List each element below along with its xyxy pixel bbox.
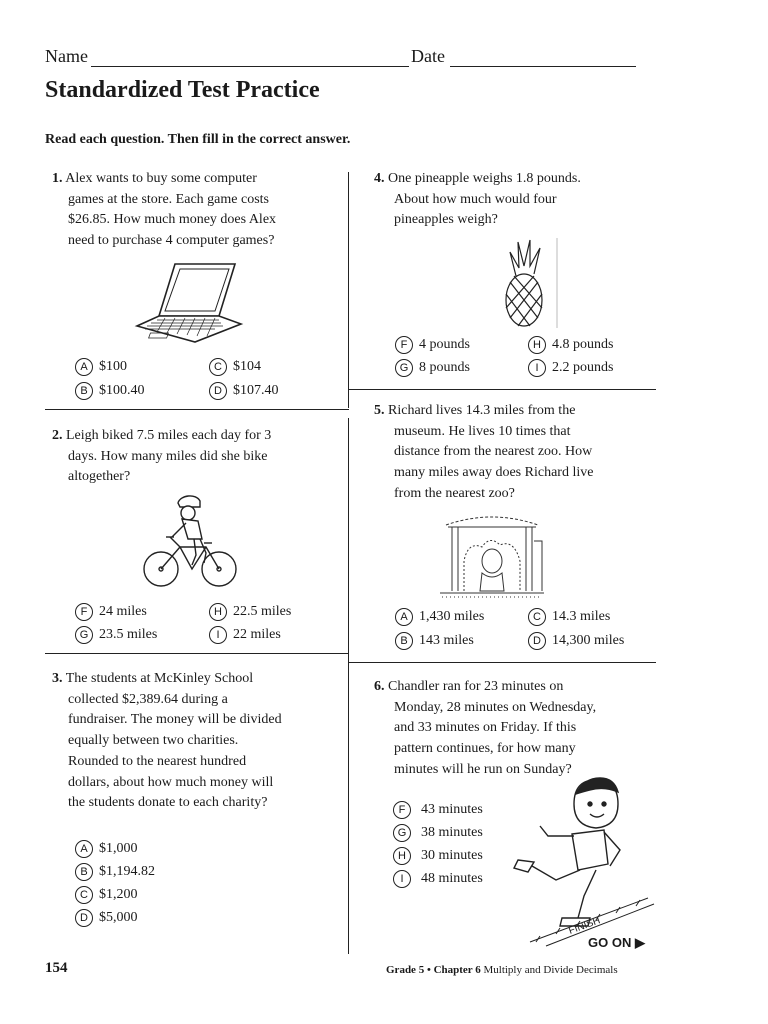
answer-option-5A[interactable]: [395, 608, 484, 626]
question-number: 4.: [374, 171, 385, 186]
question-text-line: distance from the nearest zoo. How: [394, 444, 593, 460]
page-number: 154: [45, 960, 68, 976]
answer-option-6F[interactable]: [393, 801, 483, 819]
answer-text: $1,000: [99, 841, 138, 856]
answer-option-2I[interactable]: [209, 626, 281, 644]
question-4: [374, 169, 654, 231]
question-text-line: and 33 minutes on Friday. If this: [394, 720, 577, 736]
answer-bubble[interactable]: I: [528, 359, 546, 377]
question-text-line: Richard lives 14.3 miles from the: [388, 403, 576, 418]
answer-bubble[interactable]: H: [393, 847, 411, 865]
answer-bubble[interactable]: D: [528, 632, 546, 650]
answer-option-1B[interactable]: [75, 382, 145, 400]
answer-bubble[interactable]: H: [209, 603, 227, 621]
column-divider-bottom: [348, 418, 349, 954]
question-5: [374, 401, 654, 505]
answer-text: $5,000: [99, 910, 138, 925]
answer-bubble[interactable]: A: [75, 358, 93, 376]
name-field[interactable]: [91, 66, 409, 67]
answer-text: 38 minutes: [421, 825, 483, 840]
question-text-line: from the nearest zoo?: [394, 485, 515, 501]
answer-option-3C[interactable]: [75, 886, 138, 904]
answer-option-5B[interactable]: [395, 632, 474, 650]
answer-text: 14,300 miles: [552, 633, 625, 648]
question-text-line: games at the store. Each game costs: [68, 191, 269, 207]
answer-option-4G[interactable]: [395, 359, 470, 377]
answer-text: $100.40: [99, 383, 145, 398]
answer-bubble[interactable]: D: [75, 909, 93, 927]
answer-text: $1,200: [99, 887, 138, 902]
laptop-illustration: [135, 260, 245, 344]
answer-option-4H[interactable]: [528, 336, 613, 354]
answer-option-1D[interactable]: [209, 382, 279, 400]
answer-bubble[interactable]: C: [75, 886, 93, 904]
footer-chapter-title: Multiply and Divide Decimals: [483, 964, 618, 976]
question-text-line: Alex wants to buy some computer: [65, 171, 257, 186]
question-text-line: pattern continues, for how many: [394, 741, 576, 757]
answer-text: 23.5 miles: [99, 627, 158, 642]
question-3: [52, 669, 342, 814]
answer-option-3B[interactable]: [75, 863, 155, 881]
answer-option-5D[interactable]: [528, 632, 624, 650]
answer-bubble[interactable]: C: [528, 608, 546, 626]
question-text-line: the students donate to each charity?: [68, 795, 268, 811]
answer-text: 22.5 miles: [233, 604, 292, 619]
question-text-line: fundraiser. The money will be divided: [68, 712, 282, 728]
answer-option-5C[interactable]: [528, 608, 610, 626]
question-text-line: pineapples weigh?: [394, 212, 498, 228]
question-text-line: Leigh biked 7.5 miles each day for 3: [66, 428, 272, 443]
name-label: Name: [45, 46, 88, 66]
question-text-line: minutes will he run on Sunday?: [394, 761, 572, 777]
answer-option-1A[interactable]: [75, 358, 127, 376]
answer-option-2F[interactable]: [75, 603, 147, 621]
question-text-line: The students at McKinley School: [65, 671, 254, 686]
answer-text: 4 pounds: [419, 337, 470, 352]
answer-bubble[interactable]: A: [75, 840, 93, 858]
question-text-line: equally between two charities.: [68, 733, 239, 749]
question-text-line: dollars, about how much money will: [68, 774, 274, 790]
footer-chapter: Chapter 6: [433, 964, 481, 976]
pineapple-illustration: [490, 238, 560, 330]
answer-bubble[interactable]: G: [393, 824, 411, 842]
question-number: 6.: [374, 679, 385, 694]
answer-bubble[interactable]: F: [393, 801, 411, 819]
question-text-line: days. How many miles did she bike: [68, 448, 268, 464]
answer-text: $107.40: [233, 383, 279, 398]
answer-text: 43 minutes: [421, 802, 483, 817]
zoo-entrance-illustration: [438, 511, 546, 601]
answer-bubble[interactable]: F: [75, 603, 93, 621]
row-divider-right-1: [349, 389, 656, 390]
answer-text: 143 miles: [419, 633, 474, 648]
answer-text: 22 miles: [233, 627, 281, 642]
row-divider-left-2: [45, 653, 349, 654]
answer-bubble[interactable]: I: [209, 626, 227, 644]
answer-text: $1,194.82: [99, 864, 155, 879]
answer-text: $104: [233, 359, 261, 374]
instructions: Read each question. Then fill in the correct answer.: [45, 132, 351, 147]
answer-text: 24 miles: [99, 604, 147, 619]
date-field[interactable]: [450, 66, 636, 67]
answer-text: 14.3 miles: [552, 609, 611, 624]
question-2: [52, 426, 342, 488]
date-label: Date: [411, 46, 445, 66]
question-text-line: Chandler ran for 23 minutes on: [388, 679, 564, 694]
question-number: 3.: [52, 671, 63, 686]
answer-text: 1,430 miles: [419, 609, 485, 624]
answer-bubble[interactable]: G: [75, 626, 93, 644]
girl-bicycle-illustration: [140, 493, 240, 591]
answer-text: 4.8 pounds: [552, 337, 614, 352]
page-title: Standardized Test Practice: [45, 77, 320, 103]
answer-bubble[interactable]: F: [395, 336, 413, 354]
footer-chapter-info: Grade 5 • Chapter 6 Multiply and Divide Decimals: [386, 964, 618, 976]
answer-text: 2.2 pounds: [552, 360, 614, 375]
answer-bubble[interactable]: H: [528, 336, 546, 354]
question-text-line: One pineapple weighs 1.8 pounds.: [388, 171, 581, 186]
answer-bubble[interactable]: G: [395, 359, 413, 377]
question-text-line: museum. He lives 10 times that: [394, 423, 571, 439]
row-divider-left-1: [45, 409, 349, 410]
answer-option-4F[interactable]: [395, 336, 470, 354]
question-text-line: About how much would four: [394, 191, 557, 207]
question-6: [374, 677, 654, 781]
answer-text: 8 pounds: [419, 360, 470, 375]
answer-bubble[interactable]: D: [209, 382, 227, 400]
column-divider-top: [348, 172, 349, 408]
question-text-line: Rounded to the nearest hundred: [68, 753, 247, 769]
answer-option-6G[interactable]: [393, 824, 483, 842]
question-1: [52, 169, 342, 252]
answer-text: 30 minutes: [421, 848, 483, 863]
question-text-line: need to purchase 4 computer games?: [68, 233, 275, 249]
question-number: 5.: [374, 403, 385, 418]
boy-running-illustration: [500, 770, 656, 948]
answer-bubble[interactable]: B: [395, 632, 413, 650]
question-text-line: collected $2,389.64 during a: [68, 691, 228, 707]
finish-text: FINISH: [567, 915, 602, 937]
answer-option-6I[interactable]: [393, 870, 483, 888]
answer-bubble[interactable]: A: [395, 608, 413, 626]
answer-bubble[interactable]: I: [393, 870, 411, 888]
question-text-line: $26.85. How much money does Alex: [68, 212, 277, 228]
footer-grade: Grade 5: [386, 964, 425, 976]
question-text-line: many miles away does Richard live: [394, 465, 594, 481]
answer-bubble[interactable]: B: [75, 382, 93, 400]
row-divider-right-2: [349, 662, 656, 663]
answer-bubble[interactable]: B: [75, 863, 93, 881]
answer-option-6H[interactable]: [393, 847, 483, 865]
answer-option-4I[interactable]: [528, 359, 613, 377]
answer-option-1C[interactable]: [209, 358, 261, 376]
answer-text: $100: [99, 359, 127, 374]
answer-option-3A[interactable]: [75, 840, 138, 858]
answer-option-3D[interactable]: [75, 909, 138, 927]
question-number: 2.: [52, 428, 63, 443]
answer-option-2H[interactable]: [209, 603, 291, 621]
answer-text: 48 minutes: [421, 871, 483, 886]
question-number: 1.: [52, 171, 63, 186]
answer-option-2G[interactable]: [75, 626, 157, 644]
question-text-line: altogether?: [68, 469, 131, 485]
answer-bubble[interactable]: C: [209, 358, 227, 376]
go-on-label: GO ON ▶: [588, 935, 645, 950]
question-text-line: Monday, 28 minutes on Wednesday,: [394, 699, 597, 715]
